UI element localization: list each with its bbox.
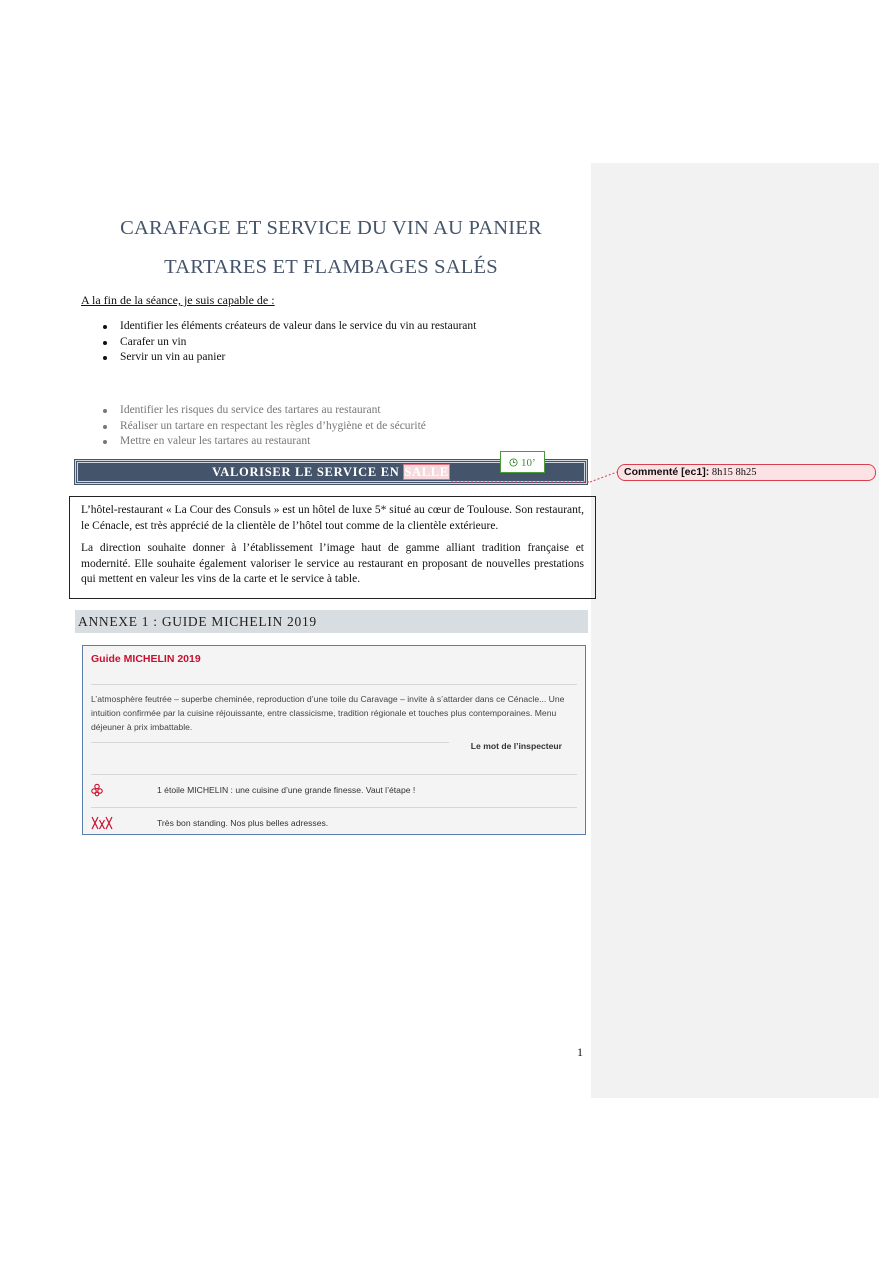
document-title: CARAFAGE ET SERVICE DU VIN AU PANIER bbox=[120, 217, 542, 239]
list-item: Mettre en valeur les tartares au restaurant bbox=[120, 434, 426, 450]
divider bbox=[91, 742, 449, 743]
section-heading-text: VALORISER LE SERVICE EN bbox=[212, 465, 400, 479]
context-paragraph: L’hôtel-restaurant « La Cour des Consuls » est un hôtel de luxe 5* situé au cœur de Toulouse. Son restaurant, le Cénacle, est très apprécié de la clientèle de l’hôtel tout comme de la clientèle extérieure. bbox=[81, 504, 584, 532]
michelin-description: L’atmosphère feutrée – superbe cheminée, reproduction d’une toile du Caravage – invite à s’attarder dans ce Cénacle... Une intuition confirmée par la cuisine réjouissante, entre classicisme, tradition régionale et touches plus contemporaines. Menu déjeuner à prix imbattable. bbox=[91, 694, 565, 732]
comment-text: 8h15 8h25 bbox=[711, 467, 757, 478]
clock-icon bbox=[509, 458, 518, 467]
comment-bubble[interactable] bbox=[617, 464, 876, 481]
inspector-label: Le mot de l’inspecteur bbox=[470, 741, 562, 751]
objectives-list-active bbox=[120, 319, 476, 366]
michelin-guide-card bbox=[82, 645, 586, 835]
document-subtitle: TARTARES ET FLAMBAGES SALÉS bbox=[164, 256, 498, 278]
standing-description: Très bon standing. Nos plus belles adresses. bbox=[157, 818, 329, 828]
context-paragraph: La direction souhaite donner à l’établissement l’image haut de gamme alliant tradition française et modernité. Elle souhaite également valoriser le service au restaurant en proposant de nouvelles prestations qui mettent en valeur les vins de la carte et le service à table. bbox=[81, 542, 584, 585]
michelin-star-icon bbox=[91, 783, 109, 797]
star-description: 1 étoile MICHELIN : une cuisine d’une grande finesse. Vaut l’étape ! bbox=[157, 785, 416, 795]
list-item: Carafer un vin bbox=[120, 335, 476, 351]
michelin-title: Guide MICHELIN 2019 bbox=[91, 653, 201, 665]
list-item: Identifier les risques du service des tartares au restaurant bbox=[120, 403, 426, 419]
list-item: Identifier les éléments créateurs de valeur dans le service du vin au restaurant bbox=[120, 319, 476, 335]
list-item: Servir un vin au panier bbox=[120, 350, 476, 366]
comment-pane bbox=[591, 163, 879, 1098]
comment-author: Commenté [ec1]: bbox=[624, 466, 710, 478]
divider bbox=[91, 807, 577, 808]
annex-heading: ANNEXE 1 : GUIDE MICHELIN 2019 bbox=[75, 610, 588, 633]
divider bbox=[91, 684, 577, 685]
divider bbox=[91, 774, 577, 775]
list-item: Réaliser un tartare en respectant les règles d’hygiène et de sécurité bbox=[120, 419, 426, 435]
duration-badge bbox=[500, 451, 545, 473]
page-number: 1 bbox=[577, 1045, 583, 1059]
context-box bbox=[69, 496, 596, 599]
objectives-intro: A la fin de la séance, je suis capable de : bbox=[81, 293, 275, 307]
duration-text: 10’ bbox=[521, 457, 536, 469]
comment-highlight[interactable]: SALLE bbox=[404, 465, 449, 479]
objectives-list-greyed bbox=[120, 403, 426, 450]
cutlery-icon bbox=[91, 816, 113, 830]
